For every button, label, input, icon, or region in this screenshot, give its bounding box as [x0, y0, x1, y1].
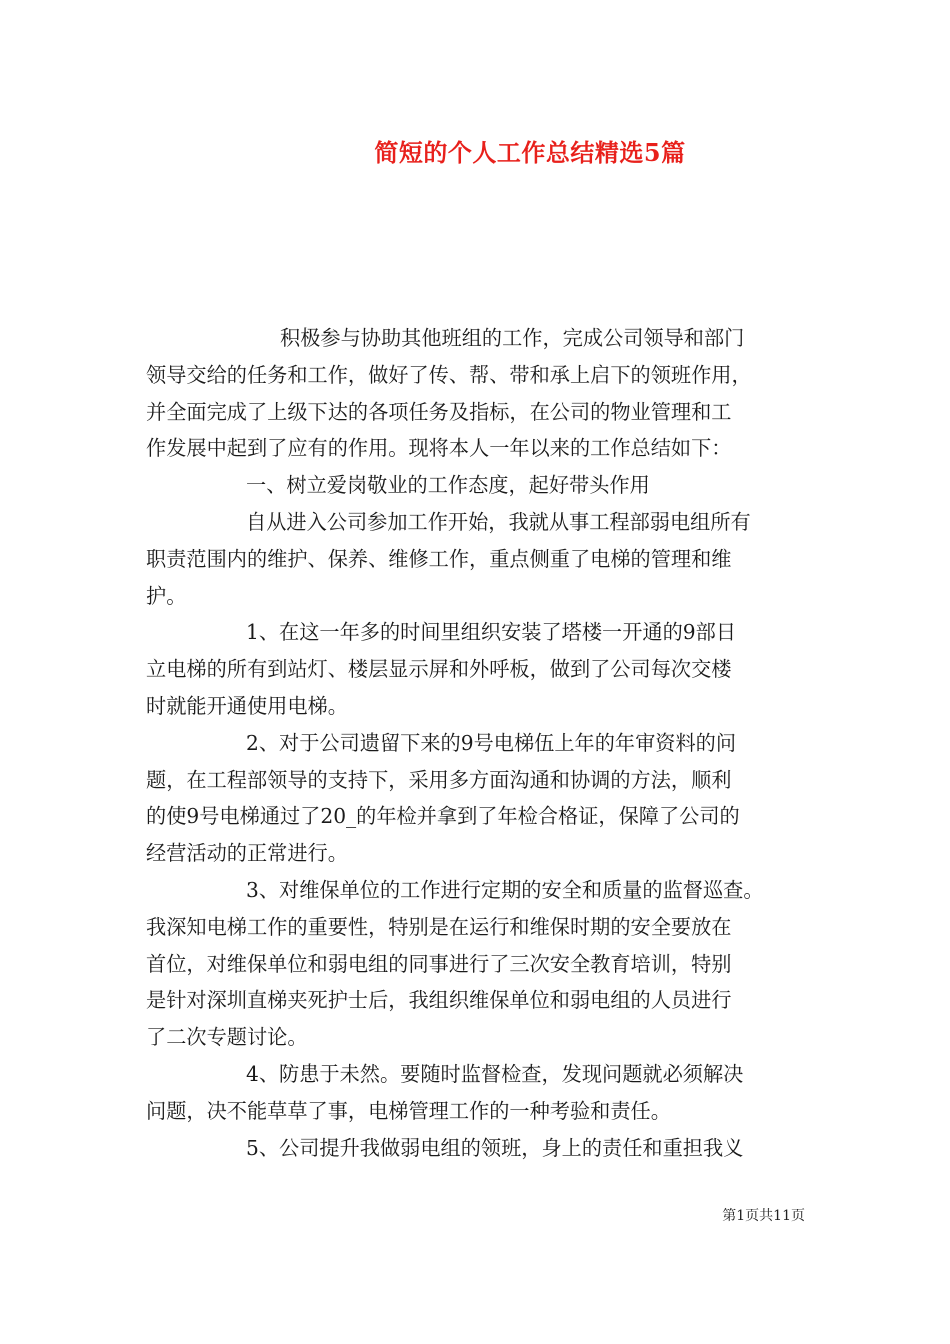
paragraph-line: 作发展中起到了应有的作用。现将本人一年以来的工作总结如下： [146, 436, 732, 461]
list-item-line: 2、对于公司遗留下来的9号电梯伍上年的年审资料的问 [246, 730, 737, 755]
list-item-line: 1、在这一年多的时间里组织安装了塔楼一开通的9部日 [246, 620, 737, 645]
list-item-line: 题，在工程部领导的支持下，采用多方面沟通和协调的方法，顺利 [146, 767, 732, 792]
paragraph-line: 职责范围内的维护、保养、维修工作，重点侧重了电梯的管理和维 [146, 546, 732, 571]
list-item-line: 3、对维保单位的工作进行定期的安全和质量的监督巡查。 [246, 877, 764, 902]
paragraph-line: 并全面完成了上级下达的各项任务及指标，在公司的物业管理和工 [146, 399, 732, 424]
page-number-footer: 第1页共11页 [722, 1208, 805, 1224]
list-item-line: 5、公司提升我做弱电组的领班，身上的责任和重担我义 [246, 1135, 744, 1160]
document-body [146, 320, 808, 1166]
list-item-line: 问题，决不能草草了事，电梯管理工作的一种考验和责任。 [146, 1098, 671, 1123]
list-item-line: 了二次专题讨论。 [146, 1025, 308, 1050]
list-item-line: 经营活动的正常进行。 [146, 841, 348, 866]
list-item-line: 的使9号电梯通过了20_的年检并拿到了年检合格证，保障了公司的 [146, 804, 740, 829]
list-item-line: 是针对深圳直梯夹死护士后，我组织维保单位和弱电组的人员进行 [146, 988, 732, 1013]
paragraph-line: 护。 [146, 583, 187, 608]
list-item-line: 我深知电梯工作的重要性，特别是在运行和维保时期的安全要放在 [146, 914, 732, 939]
list-item-line: 首位，对维保单位和弱电组的同事进行了三次安全教育培训，特别 [146, 951, 732, 976]
list-item-line: 立电梯的所有到站灯、楼层显示屏和外呼板，做到了公司每次交楼 [146, 657, 732, 682]
list-item-line: 4、防患于未然。要随时监督检查，发现问题就必须解决 [246, 1061, 744, 1086]
document-title: 简短的个人工作总结精选5篇 [374, 138, 686, 167]
paragraph-line: 积极参与协助其他班组的工作，完成公司领导和部门 [280, 326, 745, 350]
list-item-line: 时就能开通使用电梯。 [146, 693, 348, 718]
paragraph-line: 自从进入公司参加工作开始，我就从事工程部弱电组所有 [246, 509, 751, 534]
paragraph-line: 领导交给的任务和工作，做好了传、帮、带和承上启下的领班作用， [146, 362, 752, 387]
section-heading: 一、树立爱岗敬业的工作态度，起好带头作用 [246, 473, 650, 498]
